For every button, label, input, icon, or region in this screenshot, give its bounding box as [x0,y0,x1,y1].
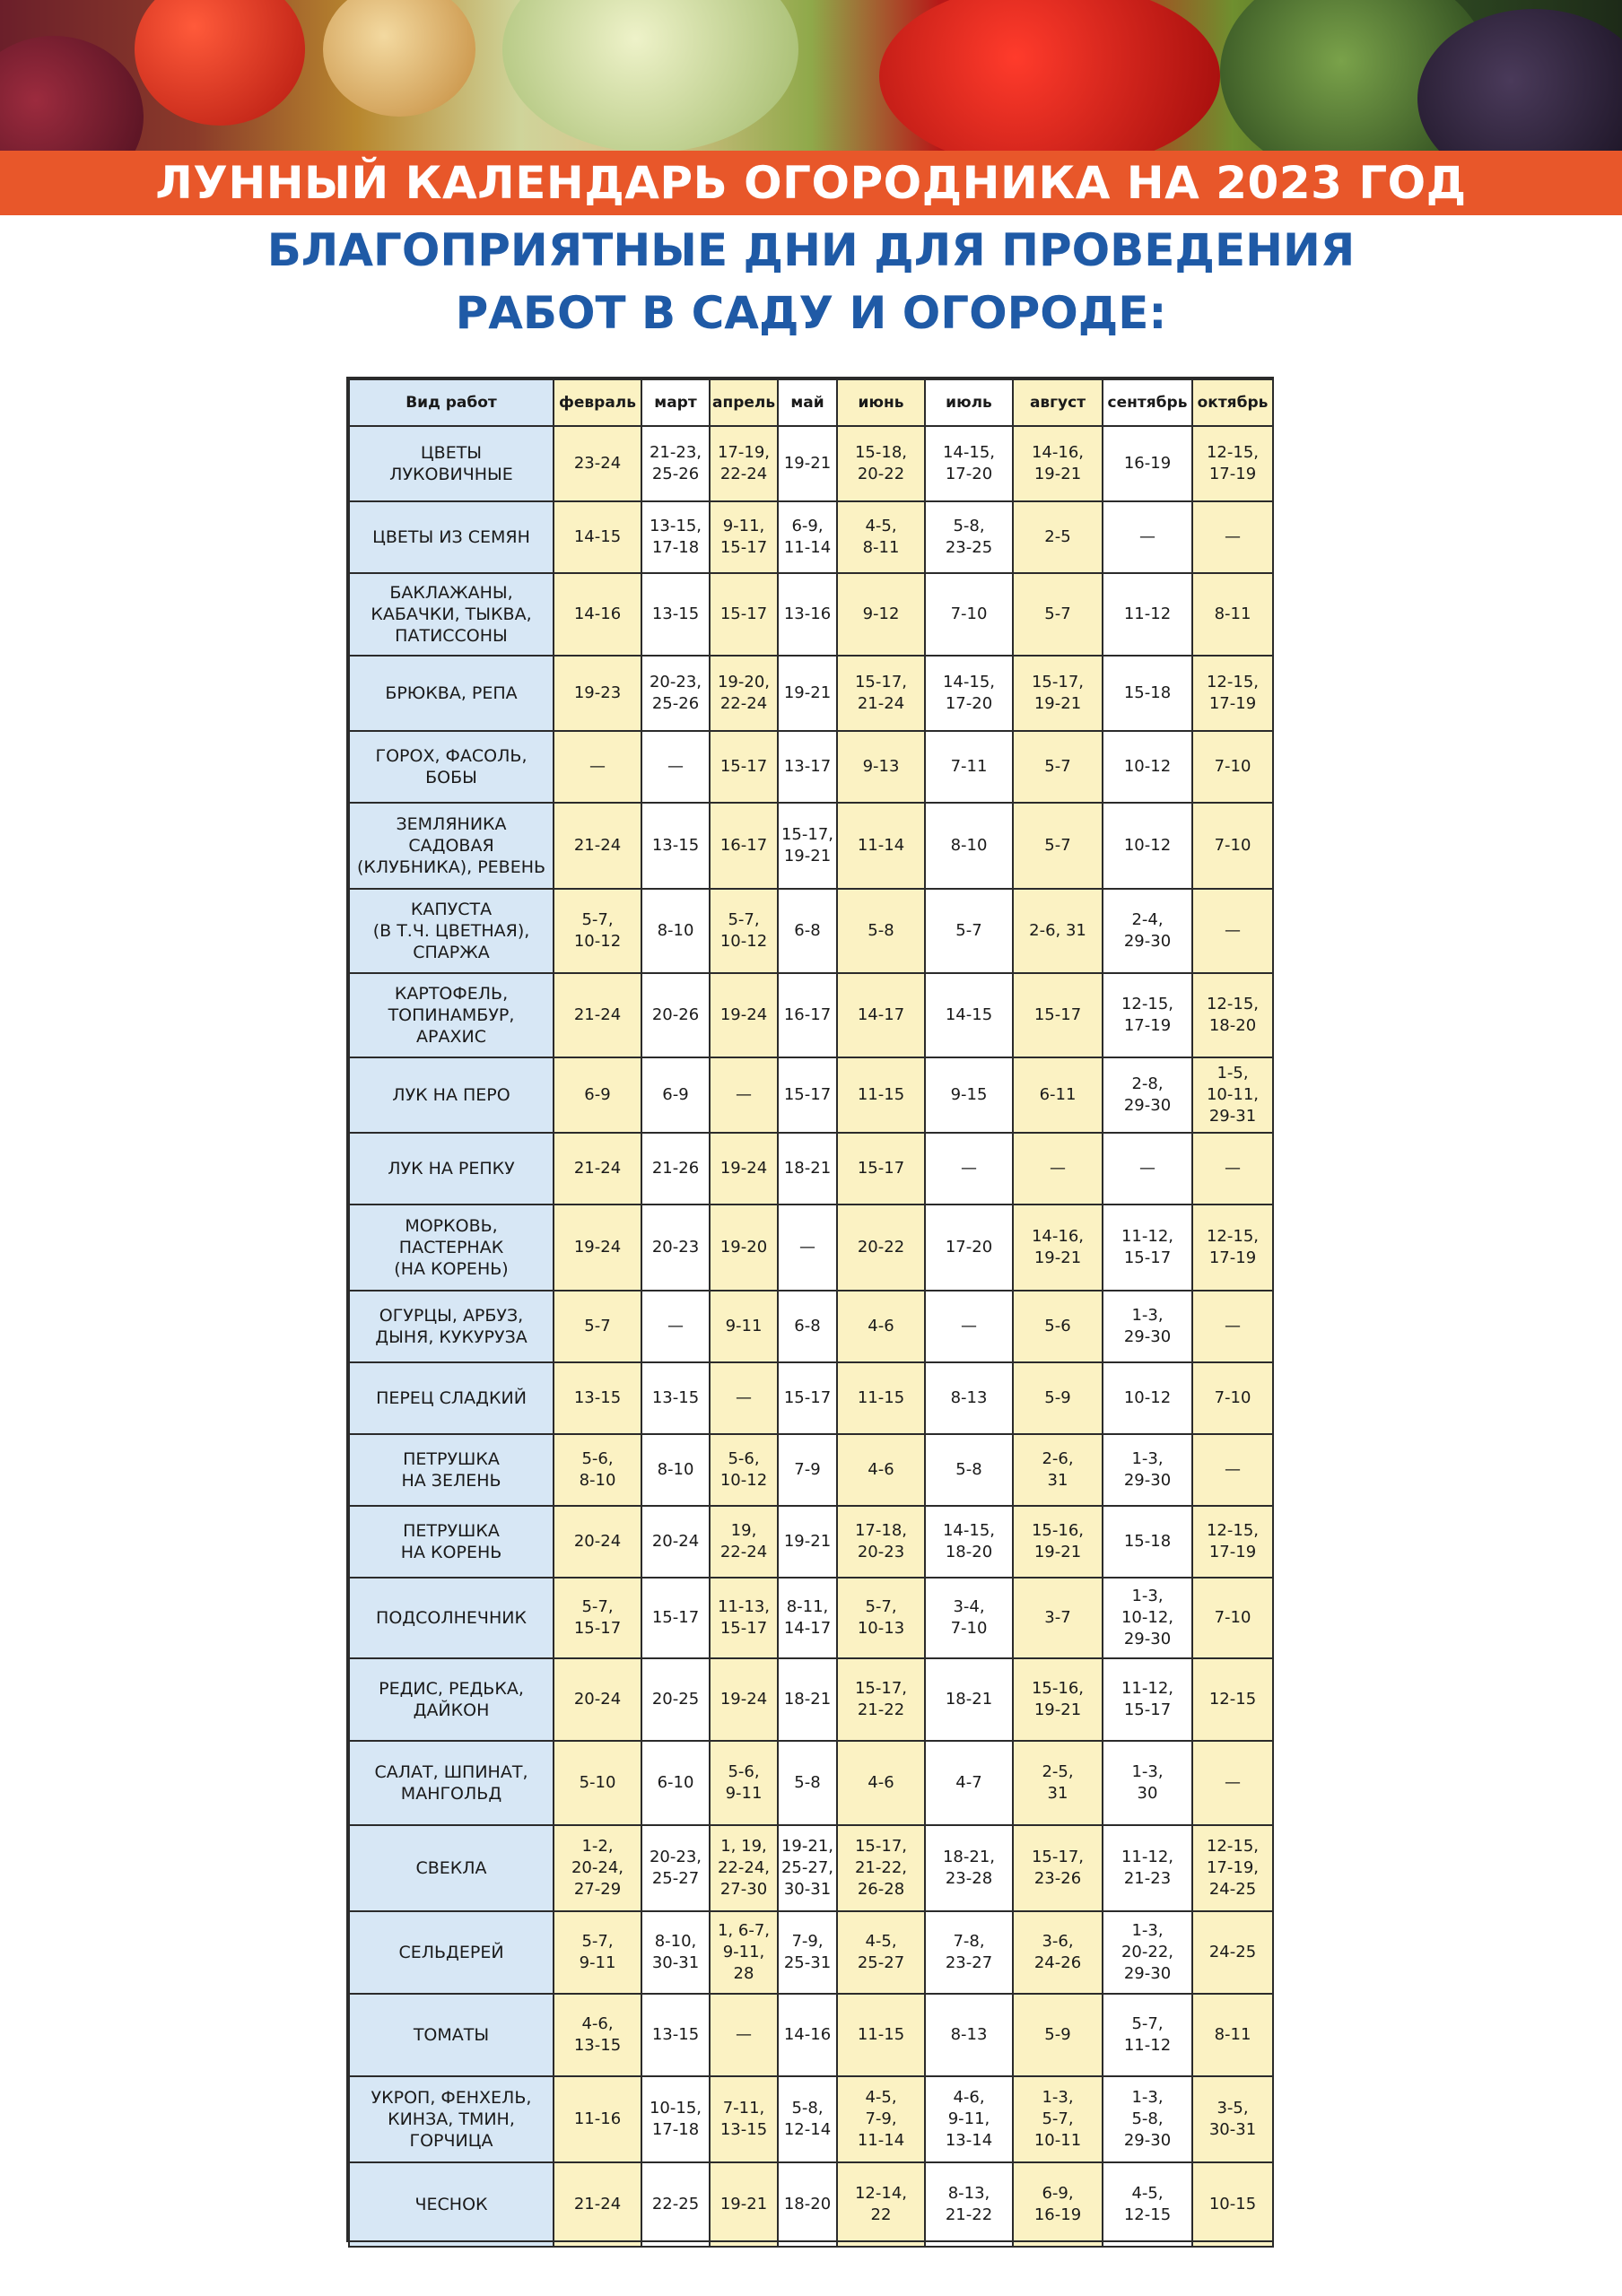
date-range-cell: 19-21 [778,1506,837,1578]
date-range-cell: 4-6 [837,1434,925,1506]
date-range-cell: 5-6, 10-12 [710,1434,778,1506]
date-range-cell: 20-23, 25-27 [641,1825,710,1911]
table-row [349,731,1273,803]
column-header-month: июнь [837,379,925,426]
date-range-cell: 18-20 [778,2162,837,2247]
date-range-cell: 7-10 [1192,1362,1273,1434]
date-range-cell: — [1192,1133,1273,1205]
date-range-cell: 10-15 [1192,2162,1273,2247]
date-range-cell: — [710,1994,778,2076]
date-range-cell: 1, 19, 22-24, 27-30 [710,1825,778,1911]
date-range-cell: 11-15 [837,1057,925,1133]
date-range-cell: 15-17 [641,1578,710,1658]
date-range-cell: 3-5, 30-31 [1192,2076,1273,2162]
date-range-cell: 21-24 [554,2162,641,2247]
date-range-cell: 11-12, 15-17 [1103,1205,1192,1291]
date-range-cell: 19-24 [554,1205,641,1291]
date-range-cell: 20-23, 25-26 [641,656,710,731]
date-range-cell: 19, 22-24 [710,1506,778,1578]
date-range-cell: 8-10 [641,1434,710,1506]
date-range-cell: 15-17, 21-22, 26-28 [837,1825,925,1911]
date-range-cell: — [1013,1133,1103,1205]
date-range-cell: 7-8, 23-27 [925,1911,1013,1994]
date-range-cell: 8-11 [1192,1994,1273,2076]
date-range-cell: 23-24 [554,426,641,501]
date-range-cell: 15-18, 20-22 [837,426,925,501]
date-range-cell: 14-15 [554,501,641,573]
date-range-cell: 20-24 [641,1506,710,1578]
date-range-cell: 18-21 [778,1658,837,1741]
crop-name-cell: ПЕТРУШКА НА КОРЕНЬ [349,1506,554,1578]
crop-name-cell: ГОРОХ, ФАСОЛЬ, БОБЫ [349,731,554,803]
date-range-cell: 2-4, 29-30 [1103,889,1192,973]
date-range-cell: 4-6, 13-15 [554,1994,641,2076]
column-header-month: апрель [710,379,778,426]
date-range-cell: 2-6, 31 [1013,1434,1103,1506]
table-row [349,889,1273,973]
crop-name-cell: ПОДСОЛНЕЧНИК [349,1578,554,1658]
date-range-cell: 19-24 [710,973,778,1057]
date-range-cell: 2-8, 29-30 [1103,1057,1192,1133]
date-range-cell: 13-15 [641,1994,710,2076]
table-row [349,1205,1273,1291]
table-row [349,1133,1273,1205]
date-range-cell: 17-20 [925,1205,1013,1291]
table-row [349,2076,1273,2162]
date-range-cell: 6-9 [554,1057,641,1133]
date-range-cell: 1-3, 29-30 [1103,1434,1192,1506]
table-row [349,1658,1273,1741]
date-range-cell: 4-6, 9-11, 13-14 [925,2076,1013,2162]
date-range-cell: 5-10 [554,1741,641,1825]
date-range-cell: 4-5, 8-11 [837,501,925,573]
crop-name-cell: ОГУРЦЫ, АРБУЗ, ДЫНЯ, КУКУРУЗА [349,1291,554,1362]
date-range-cell: 12-15, 18-20 [1192,973,1273,1057]
date-range-cell: 5-8 [778,1741,837,1825]
date-range-cell: 6-8 [778,889,837,973]
date-range-cell: 20-25 [641,1658,710,1741]
crop-name-cell: УКРОП, ФЕНХЕЛЬ, КИНЗА, ТМИН, ГОРЧИЦА [349,2076,554,2162]
date-range-cell: 11-15 [837,1362,925,1434]
table-row [349,656,1273,731]
date-range-cell: 9-11 [710,1291,778,1362]
date-range-cell: 14-17 [837,973,925,1057]
table-row [349,1057,1273,1133]
date-range-cell: 5-6, 9-11 [710,1741,778,1825]
lunar-calendar-table [348,378,1274,2248]
date-range-cell: 19-21 [778,426,837,501]
date-range-cell: 11-15 [837,1994,925,2076]
date-range-cell: 20-23 [641,1205,710,1291]
column-header-month: август [1013,379,1103,426]
date-range-cell: 15-17, 19-21 [1013,656,1103,731]
date-range-cell: 21-24 [554,973,641,1057]
column-header-month: сентябрь [1103,379,1192,426]
date-range-cell: 5-8 [837,889,925,973]
date-range-cell: 5-7, 10-12 [710,889,778,973]
date-range-cell: 6-9, 16-19 [1013,2162,1103,2247]
date-range-cell: 5-7 [1013,803,1103,889]
date-range-cell: 1-3, 30 [1103,1741,1192,1825]
date-range-cell: 15-17 [778,1057,837,1133]
date-range-cell: 15-17 [1013,973,1103,1057]
date-range-cell: 11-12, 21-23 [1103,1825,1192,1911]
date-range-cell: 19-21 [778,656,837,731]
date-range-cell: — [554,731,641,803]
date-range-cell: 5-6 [1013,1291,1103,1362]
date-range-cell: 19-24 [710,1658,778,1741]
date-range-cell: 14-16 [554,573,641,656]
date-range-cell: 5-7 [925,889,1013,973]
date-range-cell: 18-21, 23-28 [925,1825,1013,1911]
date-range-cell: 5-8, 12-14 [778,2076,837,2162]
date-range-cell: 1-3, 5-8, 29-30 [1103,2076,1192,2162]
crop-name-cell: БРЮКВА, РЕПА [349,656,554,731]
date-range-cell: 7-11, 13-15 [710,2076,778,2162]
date-range-cell: 13-15 [641,1362,710,1434]
date-range-cell: 6-11 [1013,1057,1103,1133]
crop-name-cell: КАРТОФЕЛЬ, ТОПИНАМБУР, АРАХИС [349,973,554,1057]
date-range-cell: 3-7 [1013,1578,1103,1658]
crop-name-cell: ЛУК НА ПЕРО [349,1057,554,1133]
crop-name-cell: ЦВЕТЫ ЛУКОВИЧНЫЕ [349,426,554,501]
date-range-cell: 4-5, 7-9, 11-14 [837,2076,925,2162]
date-range-cell: 13-15, 17-18 [641,501,710,573]
date-range-cell: 16-17 [778,973,837,1057]
date-range-cell: 10-12 [1103,803,1192,889]
crop-name-cell: ЦВЕТЫ ИЗ СЕМЯН [349,501,554,573]
table-body [349,426,1273,2247]
date-range-cell: 5-7, 10-12 [554,889,641,973]
column-header-month: март [641,379,710,426]
date-range-cell: 6-9, 11-14 [778,501,837,573]
date-range-cell: — [1192,889,1273,973]
date-range-cell: 2-5, 31 [1013,1741,1103,1825]
date-range-cell: 15-16, 19-21 [1013,1506,1103,1578]
date-range-cell: 8-11 [1192,573,1273,656]
date-range-cell: 13-15 [641,573,710,656]
date-range-cell: 13-15 [641,803,710,889]
date-range-cell: 14-16 [778,1994,837,2076]
subtitle-line-1: БЛАГОПРИЯТНЫЕ ДНИ ДЛЯ ПРОВЕДЕНИЯ [266,224,1356,276]
crop-name-cell: СВЕКЛА [349,1825,554,1911]
subtitle-line-2: РАБОТ В САДУ И ОГОРОДЕ: [455,287,1167,339]
date-range-cell: 19-24 [710,1133,778,1205]
date-range-cell: 4-6 [837,1291,925,1362]
date-range-cell: 2-6, 31 [1013,889,1103,973]
date-range-cell: 15-17, 21-22 [837,1658,925,1741]
date-range-cell: — [778,1205,837,1291]
date-range-cell: 12-15, 17-19 [1103,973,1192,1057]
date-range-cell: 1-3, 29-30 [1103,1291,1192,1362]
title-band [0,151,1622,215]
date-range-cell: 5-7, 15-17 [554,1578,641,1658]
date-range-cell: 17-18, 20-23 [837,1506,925,1578]
date-range-cell: 15-17 [778,1362,837,1434]
table-row [349,1434,1273,1506]
tomato-shape [135,0,305,126]
date-range-cell: — [710,1057,778,1133]
date-range-cell: — [1103,1133,1192,1205]
date-range-cell: 18-21 [925,1658,1013,1741]
date-range-cell: 19-21 [710,2162,778,2247]
date-range-cell: — [1192,501,1273,573]
date-range-cell: 11-12, 15-17 [1103,1658,1192,1741]
date-range-cell: 20-24 [554,1658,641,1741]
date-range-cell: 12-14, 22 [837,2162,925,2247]
crop-name-cell: РЕДИС, РЕДЬКА, ДАЙКОН [349,1658,554,1741]
date-range-cell: 21-23, 25-26 [641,426,710,501]
pepper-shape [879,0,1220,151]
date-range-cell: 5-9 [1013,1994,1103,2076]
date-range-cell: — [1103,501,1192,573]
date-range-cell: 1-3, 20-22, 29-30 [1103,1911,1192,1994]
date-range-cell: 10-15, 17-18 [641,2076,710,2162]
crop-name-cell: СЕЛЬДЕРЕЙ [349,1911,554,1994]
date-range-cell: 14-15 [925,973,1013,1057]
crop-name-cell: САЛАТ, ШПИНАТ, МАНГОЛЬД [349,1741,554,1825]
date-range-cell: 8-10 [641,889,710,973]
date-range-cell: 9-12 [837,573,925,656]
crop-name-cell: КАПУСТА (В Т.Ч. ЦВЕТНАЯ), СПАРЖА [349,889,554,973]
date-range-cell: 13-17 [778,731,837,803]
date-range-cell: 17-19, 22-24 [710,426,778,501]
date-range-cell: 18-21 [778,1133,837,1205]
table-row [349,1825,1273,1911]
date-range-cell: 16-17 [710,803,778,889]
date-range-cell: — [710,1362,778,1434]
date-range-cell: 20-24 [554,1506,641,1578]
beet-shape [0,36,144,151]
date-range-cell: 8-10 [925,803,1013,889]
page-title: ЛУННЫЙ КАЛЕНДАРЬ ОГОРОДНИКА НА 2023 ГОД [155,157,1467,209]
column-header-month: май [778,379,837,426]
date-range-cell: 5-7 [1013,573,1103,656]
date-range-cell: 15-17 [710,731,778,803]
date-range-cell: 12-15, 17-19, 24-25 [1192,1825,1273,1911]
table-row [349,1362,1273,1434]
date-range-cell: 7-10 [1192,803,1273,889]
column-header-month: октябрь [1192,379,1273,426]
date-range-cell: 15-18 [1103,656,1192,731]
table-row [349,573,1273,656]
date-range-cell: 14-16, 19-21 [1013,1205,1103,1291]
crop-name-cell: БАКЛАЖАНЫ, КАБАЧКИ, ТЫКВА, ПАТИССОНЫ [349,573,554,656]
crop-name-cell: МОРКОВЬ, ПАСТЕРНАК (НА КОРЕНЬ) [349,1205,554,1291]
column-header-month: июль [925,379,1013,426]
date-range-cell: 1, 6-7, 9-11, 28 [710,1911,778,1994]
date-range-cell: 15-17, 23-26 [1013,1825,1103,1911]
date-range-cell: 15-16, 19-21 [1013,1658,1103,1741]
table-row [349,501,1273,573]
table-row [349,1911,1273,1994]
date-range-cell: 15-17, 21-24 [837,656,925,731]
date-range-cell: 13-16 [778,573,837,656]
date-range-cell: 16-19 [1103,426,1192,501]
date-range-cell: 19-23 [554,656,641,731]
table-row [349,1578,1273,1658]
date-range-cell: 15-18 [1103,1506,1192,1578]
date-range-cell: 7-9 [778,1434,837,1506]
date-range-cell: 12-15, 17-19 [1192,1205,1273,1291]
column-header-month: февраль [554,379,641,426]
date-range-cell: 15-17 [837,1133,925,1205]
date-range-cell: 5-9 [1013,1362,1103,1434]
date-range-cell: 1-2, 20-24, 27-29 [554,1825,641,1911]
date-range-cell: — [641,1291,710,1362]
date-range-cell: 21-26 [641,1133,710,1205]
date-range-cell: 6-10 [641,1741,710,1825]
date-range-cell: 5-8, 23-25 [925,501,1013,573]
date-range-cell: 11-12 [1103,573,1192,656]
date-range-cell: 20-26 [641,973,710,1057]
crop-name-cell: ПЕРЕЦ СЛАДКИЙ [349,1362,554,1434]
date-range-cell: — [1192,1741,1273,1825]
date-range-cell: 11-14 [837,803,925,889]
date-range-cell: 15-17, 19-21 [778,803,837,889]
date-range-cell: 8-11, 14-17 [778,1578,837,1658]
date-range-cell: — [1192,1291,1273,1362]
date-range-cell: 21-24 [554,1133,641,1205]
date-range-cell: 8-13, 21-22 [925,2162,1013,2247]
date-range-cell: 1-5, 10-11, 29-31 [1192,1057,1273,1133]
date-range-cell: 6-9 [641,1057,710,1133]
date-range-cell: 20-22 [837,1205,925,1291]
date-range-cell: 14-15, 18-20 [925,1506,1013,1578]
date-range-cell: 7-10 [1192,731,1273,803]
date-range-cell: 21-24 [554,803,641,889]
date-range-cell: 12-15, 17-19 [1192,656,1273,731]
table-row [349,426,1273,501]
date-range-cell: 8-13 [925,1362,1013,1434]
crop-name-cell: ЗЕМЛЯНИКА САДОВАЯ (КЛУБНИКА), РЕВЕНЬ [349,803,554,889]
crop-name-cell: ТОМАТЫ [349,1994,554,2076]
table-row [349,1506,1273,1578]
table-row [349,803,1273,889]
date-range-cell: 2-5 [1013,501,1103,573]
table-row [349,1291,1273,1362]
date-range-cell: 10-12 [1103,1362,1192,1434]
crop-name-cell: ЧЕСНОК [349,2162,554,2247]
date-range-cell: 7-10 [1192,1578,1273,1658]
date-range-cell: 14-15, 17-20 [925,656,1013,731]
table-row [349,1994,1273,2076]
date-range-cell: 14-16, 19-21 [1013,426,1103,501]
table-row [349,973,1273,1057]
date-range-cell: 4-5, 25-27 [837,1911,925,1994]
date-range-cell: 5-7, 9-11 [554,1911,641,1994]
date-range-cell: 4-6 [837,1741,925,1825]
date-range-cell: 12-15, 17-19 [1192,426,1273,501]
date-range-cell: 11-13, 15-17 [710,1578,778,1658]
date-range-cell: 3-4, 7-10 [925,1578,1013,1658]
date-range-cell: 10-12 [1103,731,1192,803]
date-range-cell: — [641,731,710,803]
date-range-cell: 5-7, 10-13 [837,1578,925,1658]
date-range-cell: 9-11, 15-17 [710,501,778,573]
date-range-cell: 4-5, 12-15 [1103,2162,1192,2247]
table-row [349,1741,1273,1825]
date-range-cell: 7-9, 25-31 [778,1911,837,1994]
date-range-cell: 11-16 [554,2076,641,2162]
date-range-cell: 8-10, 30-31 [641,1911,710,1994]
date-range-cell: 5-7 [554,1291,641,1362]
date-range-cell: 1-3, 10-12, 29-30 [1103,1578,1192,1658]
date-range-cell: 19-20 [710,1205,778,1291]
date-range-cell: 7-11 [925,731,1013,803]
table-header-row [349,379,1273,426]
date-range-cell: 14-15, 17-20 [925,426,1013,501]
onion-shape [323,0,475,117]
column-header-type: Вид работ [349,379,554,426]
date-range-cell: 3-6, 24-26 [1013,1911,1103,1994]
cabbage-shape [502,0,798,151]
date-range-cell: 22-25 [641,2162,710,2247]
date-range-cell: 5-8 [925,1434,1013,1506]
date-range-cell: 12-15 [1192,1658,1273,1741]
date-range-cell: 5-7, 11-12 [1103,1994,1192,2076]
date-range-cell: 7-10 [925,573,1013,656]
date-range-cell: 19-20, 22-24 [710,656,778,731]
date-range-cell: 19-21, 25-27, 30-31 [778,1825,837,1911]
date-range-cell: 8-13 [925,1994,1013,2076]
date-range-cell: 12-15, 17-19 [1192,1506,1273,1578]
date-range-cell: 9-15 [925,1057,1013,1133]
date-range-cell: — [1192,1434,1273,1506]
date-range-cell: 5-6, 8-10 [554,1434,641,1506]
date-range-cell: — [925,1133,1013,1205]
date-range-cell: 13-15 [554,1362,641,1434]
date-range-cell: 6-8 [778,1291,837,1362]
date-range-cell: 1-3, 5-7, 10-11 [1013,2076,1103,2162]
vegetables-photo-banner [0,0,1622,151]
table-row [349,2162,1273,2247]
date-range-cell: 4-7 [925,1741,1013,1825]
crop-name-cell: ЛУК НА РЕПКУ [349,1133,554,1205]
date-range-cell: — [925,1291,1013,1362]
date-range-cell: 15-17 [710,573,778,656]
crop-name-cell: ПЕТРУШКА НА ЗЕЛЕНЬ [349,1434,554,1506]
date-range-cell: 24-25 [1192,1911,1273,1994]
date-range-cell: 5-7 [1013,731,1103,803]
date-range-cell: 9-13 [837,731,925,803]
